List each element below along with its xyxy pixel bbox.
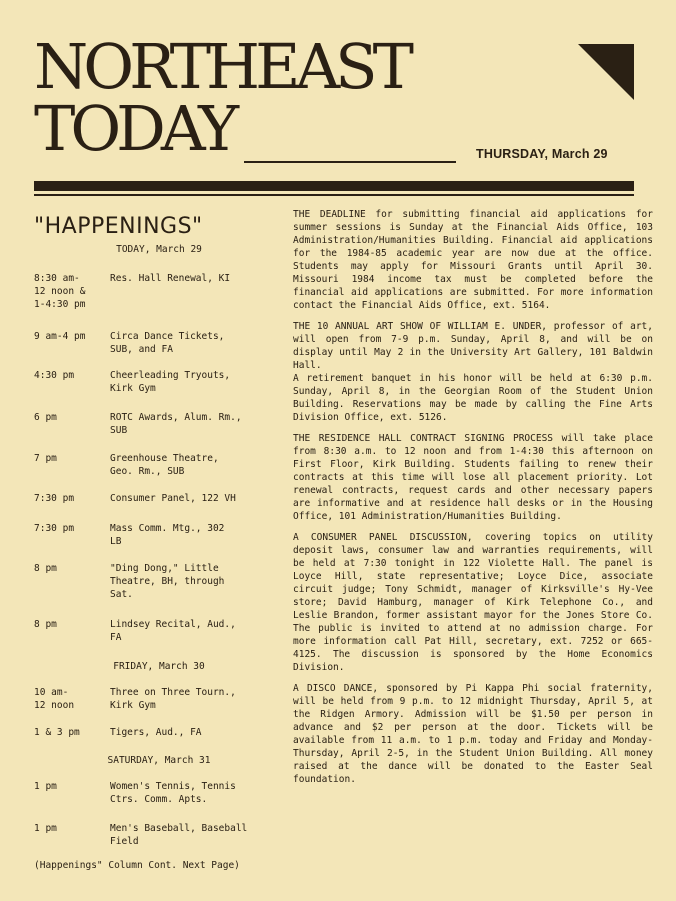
event-time: 10 am- 12 noon [34,687,75,711]
event-time: 6 pm [34,412,57,423]
masthead-title-line1: NORTHEAST [34,30,409,103]
event-description: "Ding Dong," Little Theatre, BH, through Sat. [110,563,225,600]
article-financial-aid: THE DEADLINE for submitting financial aid applications for summer sessions is Sunday at the Financial Aids Office, 103 Administration/Humanities Building. Financial aid applications for the 1984-85 academic year are now due at the office. Students may apply for Missouri Grants until April 30. Missouri 1984 income tax must be completed before the financial aid applications are submitted. For more information contact the Financial Aids Office, ext. 5164. [293,209,653,311]
header-rule-thin [34,194,634,196]
happenings-title: "HAPPENINGS" [34,214,203,239]
event-description: Mass Comm. Mtg., 302 LB [110,523,225,547]
event-time: 8 pm [34,619,57,630]
article-disco-dance: A DISCO DANCE, sponsored by Pi Kappa Phi social fraternity, will be held from 9 p.m. to 12 midnight Thursday, April 5, at the Ridgen Armory. Admission will be $1.50 per person in advance and $2 per person at the door. Tickets will be available from 11 a.m. to 1 p.m. today and Friday and Monday-Thursday, April 2-5, in the Student Union Building. All money raised at the dance will be donated to the Easter Seal foundation. [293,683,653,785]
event-description: Res. Hall Renewal, KI [110,273,231,284]
event-time: 9 am-4 pm [34,331,86,342]
column-continued-note: (Happenings" Column Cont. Next Page) [34,860,240,871]
event-time: 8 pm [34,563,57,574]
article-art-show: THE 10 ANNUAL ART SHOW OF WILLIAM E. UNDER, professor of art, will open from 7-9 p.m. Sunday, April 8, and will be on display until May 2 in the University Art Gallery, 101 Baldwin Hall. A retirement banquet in his honor will be held at 6:30 p.m. Sunday, April 8, in the Georgian Room of the Student Union Building. Reservations may be made by calling the Fine Arts Division Office, ext. 5126. [293,321,653,423]
event-time: 7 pm [34,453,57,464]
event-time: 1 pm [34,823,57,834]
event-description: ROTC Awards, Alum. Rm., SUB [110,412,242,436]
event-time: 1 pm [34,781,57,792]
articles-column [293,208,653,794]
event-description: Men's Baseball, Baseball Field [110,823,248,847]
event-description: Greenhouse Theatre, Geo. Rm., SUB [110,453,219,477]
header-rule-thick [34,181,634,191]
issue-date: THURSDAY, March 29 [476,147,608,161]
event-description: Lindsey Recital, Aud., FA [110,619,236,643]
event-description: Women's Tennis, Tennis Ctrs. Comm. Apts. [110,781,236,805]
masthead-underline [244,161,456,163]
corner-triangle-icon [578,44,634,100]
article-residence-hall: THE RESIDENCE HALL CONTRACT SIGNING PROCESS will take place from 8:30 a.m. to 12 noon and from 1-4:30 this afternoon on First Floor, Kirk Building. Students failing to renew their contracts at this time will lose all placement priority. Lot renewal contracts, request cards and other necessary papers are informative and at residence hall desks or in the Housing Office, 101 Administration/Humanities Building. [293,433,653,522]
event-time: 1 & 3 pm [34,727,80,738]
event-time: 8:30 am- 12 noon & 1-4:30 pm [34,273,86,310]
event-description: Three on Three Tourn., Kirk Gym [110,687,236,711]
day-heading: FRIDAY, March 30 [113,661,205,672]
masthead-title-line2: TODAY [34,92,235,165]
event-description: Tigers, Aud., FA [110,727,202,738]
event-description: Cheerleading Tryouts, Kirk Gym [110,370,231,394]
event-time: 4:30 pm [34,370,75,381]
day-heading: SATURDAY, March 31 [107,755,211,766]
event-time: 7:30 pm [34,493,75,504]
event-description: Consumer Panel, 122 VH [110,493,236,504]
article-consumer-panel: A CONSUMER PANEL DISCUSSION, covering topics on utility deposit laws, consumer law and warranties requirements, will be held at 7:30 tonight in 122 Violette Hall. The panel is Loyce Hill, state representative; Loyce Dice, associate circuit judge; Tony Schmidt, manager of Kirksville's Hy-Vee store; David Hamburg, manager of Kirk Telephone Co., and Leslie Brandon, former assistant mayor for the Jones Store Co. The public is invited to attend at no admission charge. For more information call Pat Hill, secretary, ext. 7252 or 665-4125. The discussion is sponsored by the Home Economics Division. [293,532,653,673]
event-time: 7:30 pm [34,523,75,534]
day-heading: TODAY, March 29 [116,244,202,255]
event-description: Circa Dance Tickets, SUB, and FA [110,331,225,355]
